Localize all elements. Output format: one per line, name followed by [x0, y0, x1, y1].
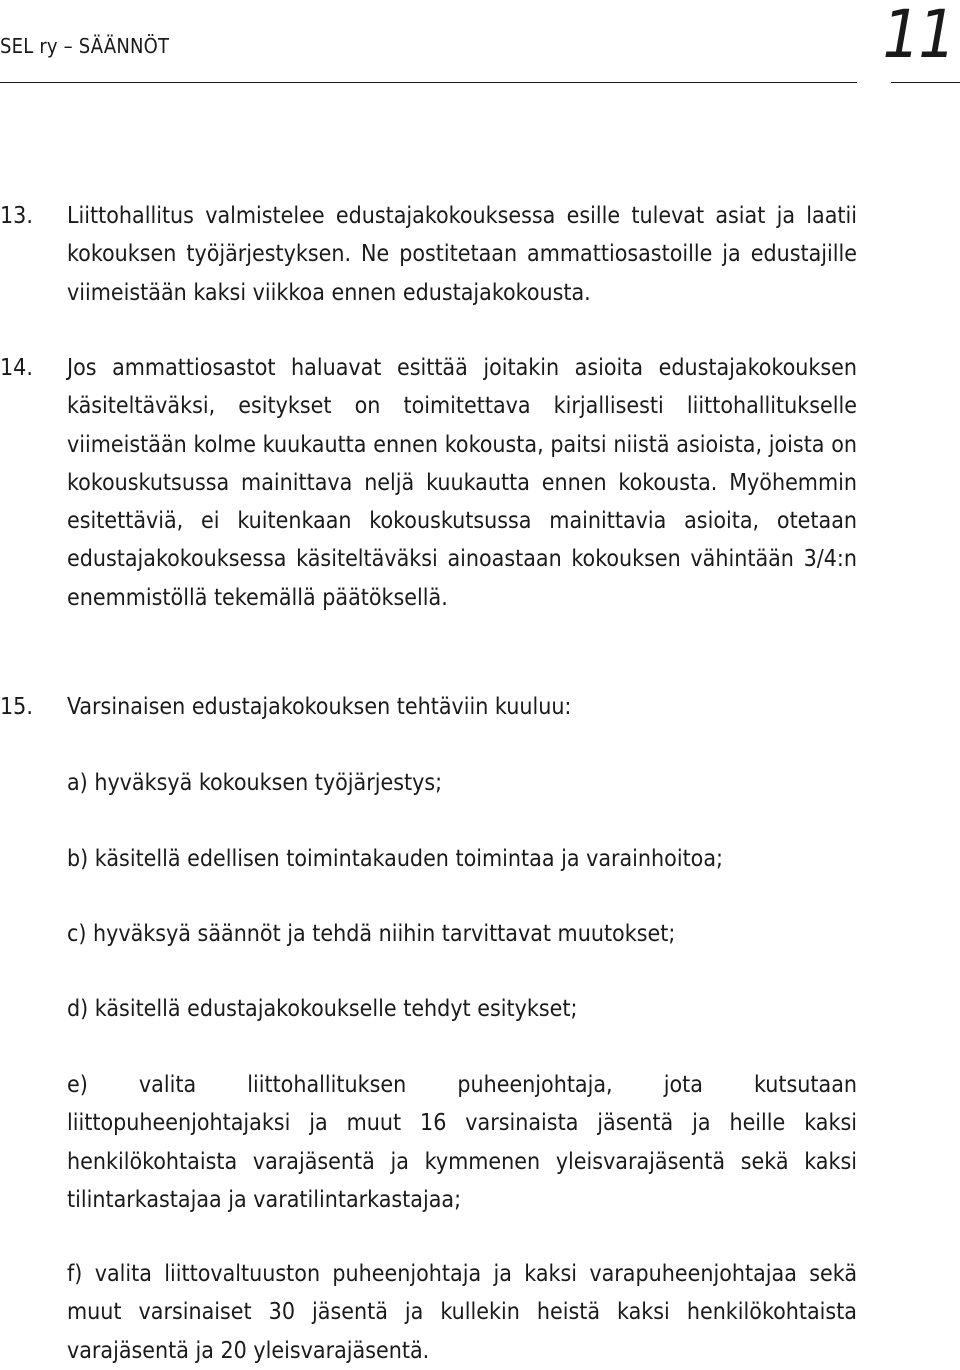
section-number: 15. [0, 694, 33, 720]
section-number: 14. [0, 355, 33, 381]
list-item-c: c) hyväksyä säännöt ja tehdä niihin tarvittavat muutokset; [67, 921, 676, 947]
list-item-d: d) käsitellä edustajakokoukselle tehdyt esitykset; [67, 996, 578, 1022]
section-number: 13. [0, 203, 33, 229]
section-text: Liittohallitus valmistelee edustajakokouksessa esille tulevat asiat ja laatii kokouksen työjärjestyksen. Ne postitetaan ammattiosastoille ja edustajille viimeistään kaksi viikkoa ennen edustajakokousta. [67, 203, 857, 306]
page-number: 11 [882, 0, 954, 73]
header-rule [0, 82, 857, 83]
list-item-a: a) hyväksyä kokouksen työjärjestys; [67, 770, 443, 796]
section-text: Jos ammattiosastot haluavat esittää joitakin asioita edustajakokouksen käsiteltäväksi, esitykset on toimitettava kirjallisesti liittohallitukselle viimeistään kolme kuukautta ennen kokousta, paitsi niistä asioista, joista on kokouskutsussa mainittava neljä kuukautta ennen kokousta. Myöhemmin esitettäviä, ei kuitenkaan kokouskutsussa mainittavia asioita, otetaan edustajakokouksessa käsiteltäväksi ainoastaan kokouksen vähintään 3/4:n enemmistöllä tekemällä päätöksellä. [67, 355, 857, 611]
list-item-b: b) käsitellä edellisen toimintakauden toimintaa ja varainhoitoa; [67, 846, 723, 872]
running-title: SEL ry – SÄÄNNÖT [0, 34, 170, 58]
list-item-e: e) valita liittohallituksen puheenjohtaja, jota kutsutaan liittopuheenjohtajaksi ja muut 16 varsinaista jäsentä ja heille kaksi henkilökohtaista varajäsentä ja kymmenen yleisvarajäsentä sekä kaksi tilintarkastajaa ja varatilintarkastajaa; [67, 1072, 857, 1213]
page-number-rule [891, 82, 960, 83]
section-text: Varsinaisen edustajakokouksen tehtäviin kuuluu: [67, 694, 572, 720]
list-item-f: f) valita liittovaltuuston puheenjohtaja ja kaksi varapuheenjohtajaa sekä muut varsinaiset 30 jäsentä ja kullekin heistä kaksi henkilökohtaista varajäsentä ja 20 yleisvarajäsentä. [67, 1261, 857, 1364]
